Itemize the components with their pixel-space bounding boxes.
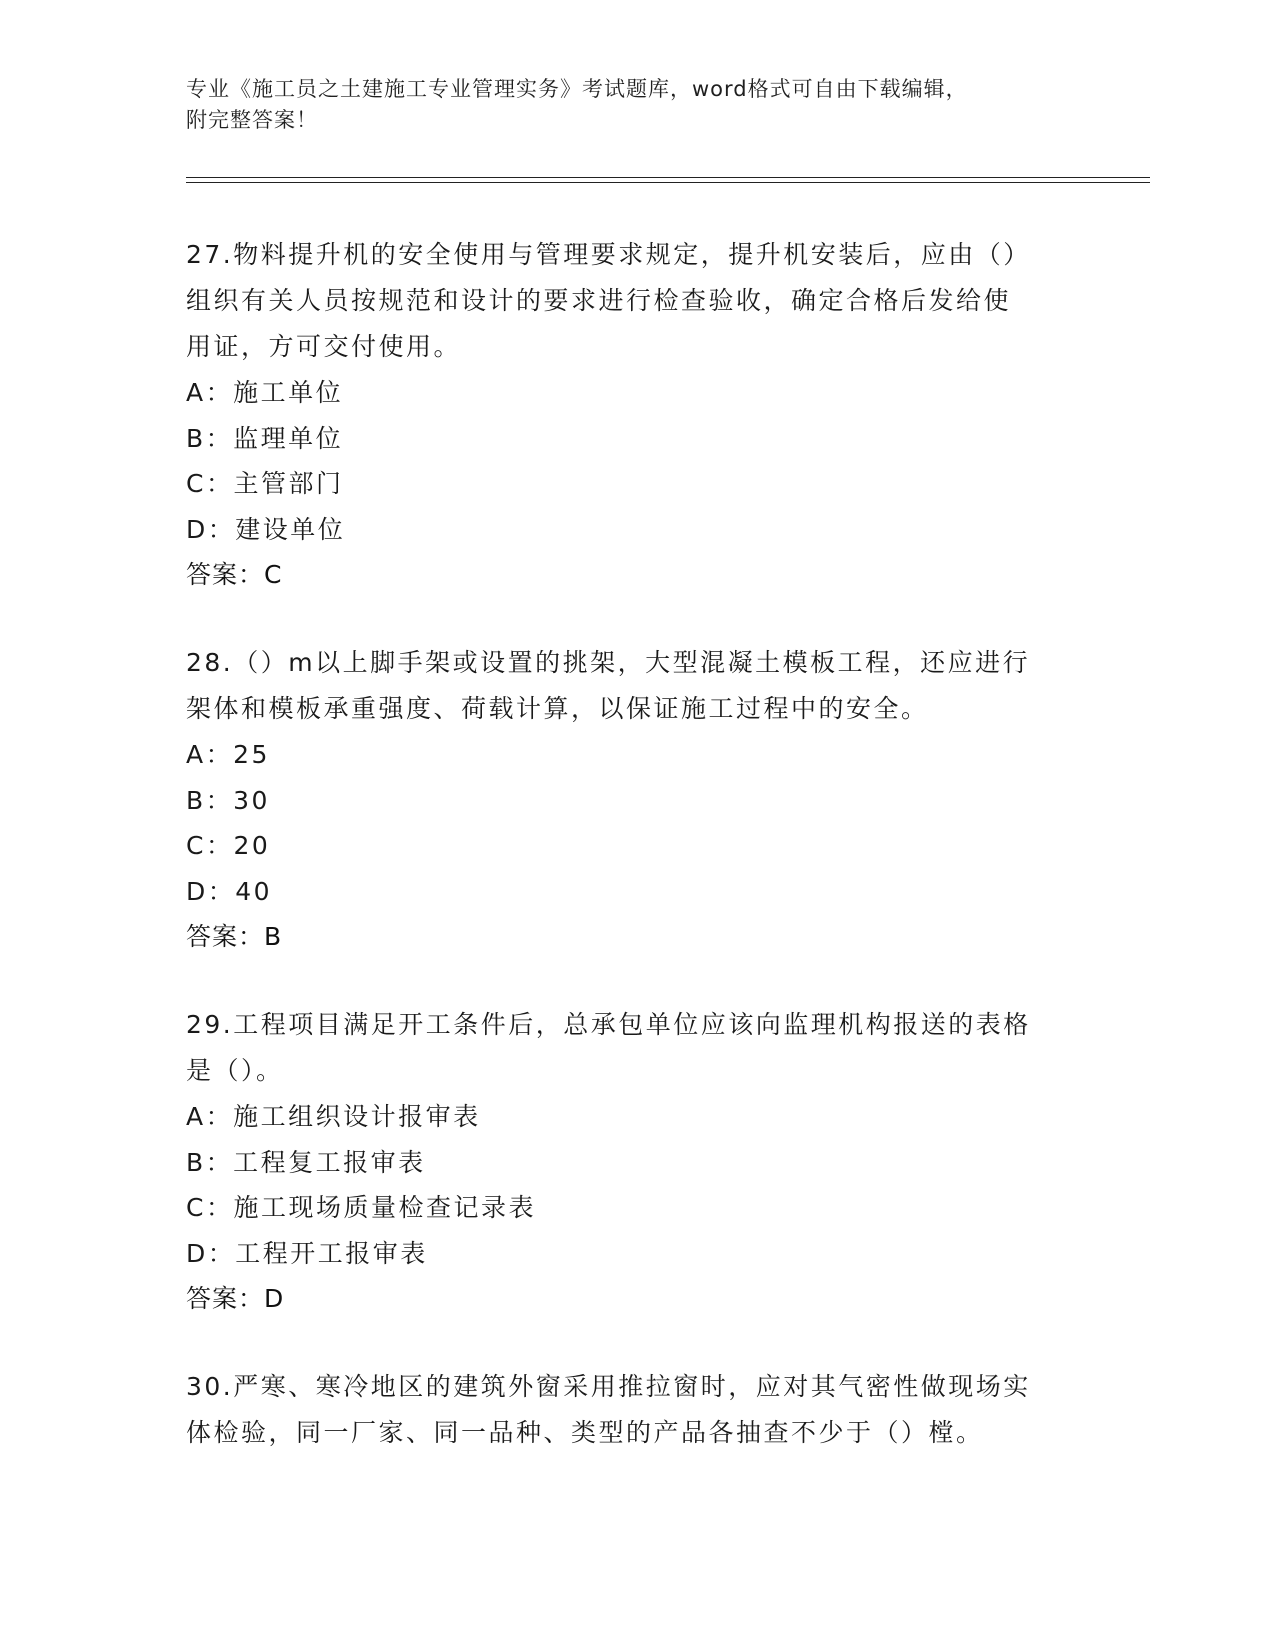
question-stem-line: 是（）。 <box>186 1056 284 1085</box>
answer-value: B <box>264 922 282 951</box>
question-stem-line: 体检验，同一厂家、同一品种、类型的产品各抽查不少于（）樘。 <box>186 1418 984 1447</box>
answer-label: 答案： <box>186 1284 265 1313</box>
option-b: B：工程复工报审表 <box>186 1147 426 1177</box>
option-a: A：25 <box>186 740 270 769</box>
question-stem <box>186 232 1086 370</box>
option-b: B：30 <box>186 785 270 815</box>
answer-label: 答案： <box>186 560 265 589</box>
option-c: C：施工现场质量检查记录表 <box>186 1193 536 1222</box>
answer-value: C <box>264 560 282 589</box>
option-d: D：40 <box>186 876 273 906</box>
option-c: C：主管部门 <box>186 469 344 498</box>
question-stem <box>186 1002 1086 1094</box>
option-a: A：施工单位 <box>186 378 344 407</box>
question-stem <box>186 1364 1086 1456</box>
option-d: D：建设单位 <box>186 514 346 544</box>
option-b: B：监理单位 <box>186 423 344 453</box>
question-stem-line: 30.严寒、寒冷地区的建筑外窗采用推拉窗时，应对其气密性做现场实 <box>186 1372 1031 1401</box>
answer <box>186 552 1086 598</box>
option-a: A：施工组织设计报审表 <box>186 1102 481 1131</box>
answer <box>186 914 1086 960</box>
option-d: D：工程开工报审表 <box>186 1238 428 1268</box>
option-c: C：20 <box>186 831 271 860</box>
question-stem-line: 架体和模板承重强度、荷载计算，以保证施工过程中的安全。 <box>186 694 929 723</box>
answer <box>186 1276 1086 1322</box>
header-divider-top <box>186 177 1150 178</box>
question-27 <box>186 232 1086 598</box>
answer-value: D <box>264 1284 284 1313</box>
question-28 <box>186 640 1086 960</box>
document-header <box>186 74 1066 136</box>
question-stem-line: 29.工程项目满足开工条件后，总承包单位应该向监理机构报送的表格 <box>186 1010 1031 1039</box>
header-line-1: 专业《施工员之土建施工专业管理实务》考试题库，word格式可自由下载编辑， <box>186 77 968 101</box>
header-line-2: 附完整答案！ <box>186 108 318 132</box>
question-stem-line: 28.（）m以上脚手架或设置的挑架，大型混凝土模板工程，还应进行 <box>186 648 1031 677</box>
question-stem-line: 用证，方可交付使用。 <box>186 332 462 361</box>
question-29 <box>186 1002 1086 1322</box>
answer-label: 答案： <box>186 922 265 951</box>
question-stem-line: 组织有关人员按规范和设计的要求进行检查验收，确定合格后发给使 <box>186 286 1012 315</box>
question-stem <box>186 640 1086 732</box>
question-30 <box>186 1364 1086 1456</box>
header-divider-bottom <box>186 182 1150 183</box>
question-stem-line: 27.物料提升机的安全使用与管理要求规定，提升机安装后，应由（） <box>186 240 1031 269</box>
